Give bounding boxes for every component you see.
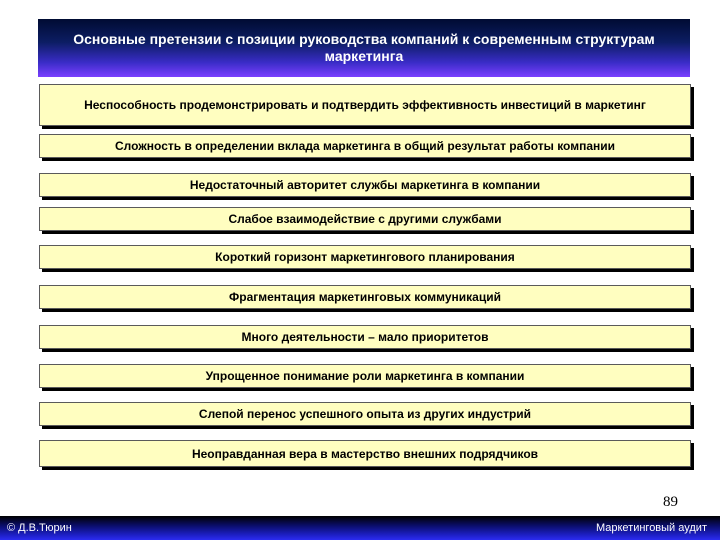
claim-text: Много деятельности – мало приоритетов <box>241 330 489 344</box>
claim-text: Короткий горизонт маркетингового планирования <box>215 250 515 264</box>
claim-item-1 <box>39 84 691 126</box>
page-number: 89 <box>663 494 678 510</box>
claim-text: Слепой перенос успешного опыта из других индустрий <box>198 407 532 421</box>
claim-item-10 <box>39 440 691 467</box>
claim-text: Недостаточный авторитет службы маркетинга в компании <box>189 178 541 192</box>
claim-item-7 <box>39 325 691 349</box>
slide-title <box>38 19 690 77</box>
claim-text: Неоправданная вера в мастерство внешних подрядчиков <box>191 446 539 461</box>
footer-course: Маркетинговый аудит <box>595 522 707 534</box>
claim-text: Слабое взаимодействие с другими службами <box>228 212 502 226</box>
claim-item-5 <box>39 245 691 269</box>
claim-text: Неспособность продемонстрировать и подтвердить эффективность инвестиций в маркетинг <box>84 98 646 112</box>
claim-item-8 <box>39 364 691 388</box>
claim-text: Упрощенное понимание роли маркетинга в компании <box>205 369 525 383</box>
claim-item-9 <box>39 402 691 426</box>
claim-item-6 <box>39 285 691 309</box>
footer-author: © Д.В.Тюрин <box>7 522 72 534</box>
claim-text: Сложность в определении вклада маркетинга в общий результат работы компании <box>114 139 616 153</box>
claim-item-3 <box>39 173 691 197</box>
slide-title-text: Основные претензии с позиции руководства компаний к современным структурам маркетинга <box>73 31 655 64</box>
claim-item-4 <box>39 207 691 231</box>
claim-item-2 <box>39 134 691 158</box>
claim-text: Фрагментация маркетинговых коммуникаций <box>229 290 501 304</box>
